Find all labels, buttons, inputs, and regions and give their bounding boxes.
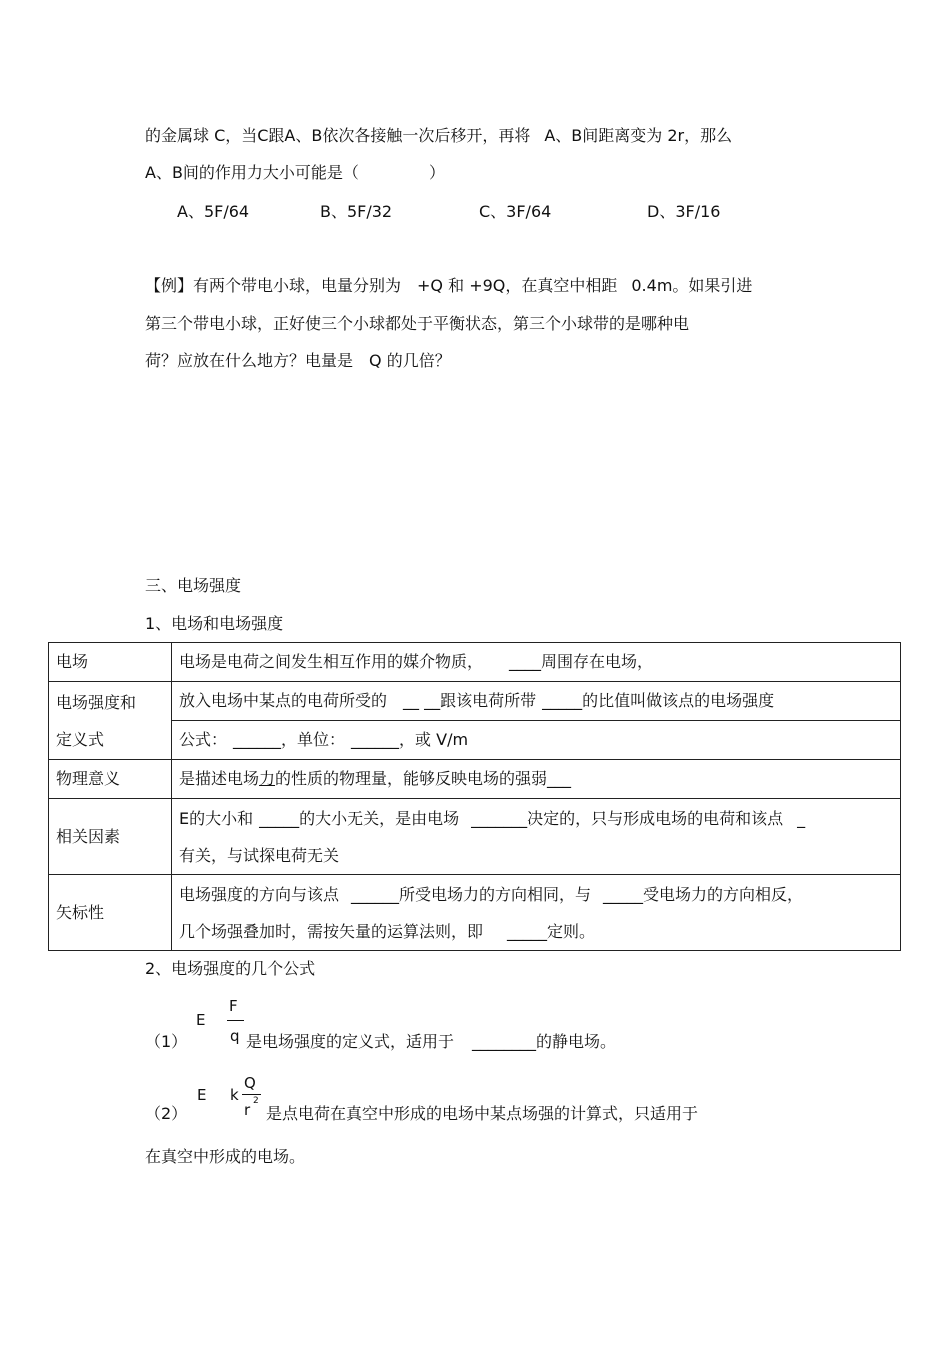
option-c: C、3F/64 xyxy=(479,202,552,221)
table-row-meaning xyxy=(49,760,901,799)
row-value-definition-2 xyxy=(172,721,901,760)
example-line-1-text-b: +Q 和 +9Q，在真空中相距 xyxy=(417,276,618,295)
row1-blank: ____ xyxy=(509,652,542,671)
example-line-1-text-a: 【例】有两个带电小球，电量分别为 xyxy=(145,276,402,295)
option-a: A、5F/64 xyxy=(177,202,250,221)
row2-line2-text-a: 公式： xyxy=(179,730,228,749)
row-value-field xyxy=(172,643,901,682)
formula-2-fraction-bar xyxy=(242,1094,261,1095)
row4-line1-blank3: _ xyxy=(797,808,806,828)
row2-line1-text-c: 的比值叫做该点的电场强度 xyxy=(582,691,775,710)
row-value-definition-1 xyxy=(172,682,901,721)
formula-1-fraction-bar xyxy=(227,1020,244,1021)
problem-line-1-text-a: 的金属球 C，当C跟A、B依次各接触一次后移开，再将 xyxy=(145,126,531,145)
option-d: D、3F/16 xyxy=(647,202,721,221)
example-line-3 xyxy=(145,351,451,371)
row5-line2-blank: _____ xyxy=(507,921,548,941)
row4-line1-text-c: 决定的，只与形成电场的电荷和该点 xyxy=(527,808,784,828)
formula-2-denominator: r xyxy=(244,1101,251,1119)
row3-text-a: 是描述电场 xyxy=(179,769,260,788)
subheading-1: 1、电场和电场强度 xyxy=(145,614,284,633)
problem-line-2 xyxy=(145,163,445,183)
row5-line2-text-a: 几个场强叠加时，需按矢量的运算法则，即 xyxy=(179,921,484,941)
option-b: B、5F/32 xyxy=(320,202,393,221)
formula-1-number: （1） xyxy=(145,1032,188,1051)
row5-line1-blank1: ______ xyxy=(351,884,400,904)
row2-line2-text-c: ，或 V/m xyxy=(399,730,469,749)
row3-blank: ___ xyxy=(547,769,572,788)
row-key-factors: 相关因素 xyxy=(49,799,172,875)
table-row-definition-2 xyxy=(49,721,901,760)
row2-line2-blank2: ______ xyxy=(351,730,400,749)
table-row-field xyxy=(49,643,901,682)
formula-1-numerator: F xyxy=(229,997,238,1015)
last-line: 在真空中形成的电场。 xyxy=(145,1147,306,1166)
table-row-vector xyxy=(49,875,901,951)
problem-line-2-text-b: ） xyxy=(428,163,445,182)
row-key-meaning: 物理意义 xyxy=(49,760,172,799)
formula-1-description xyxy=(246,1032,616,1052)
row-key-vector: 矢标性 xyxy=(49,875,172,951)
formula-2-number: （2） xyxy=(145,1104,188,1123)
formula-1-text-2: 的静电场。 xyxy=(536,1032,617,1051)
example-line-1-text-c: 0.4m。如果引进 xyxy=(631,276,753,295)
formula-1-text: 是电场强度的定义式，适用于 xyxy=(246,1032,455,1051)
example-line-2: 第三个带电小球，正好使三个小球都处于平衡状态，第三个小球带的是哪种电 xyxy=(145,314,690,333)
row2-line1-text-a: 放入电场中某点的电荷所受的 xyxy=(179,691,388,710)
formula-2-description: 是点电荷在真空中形成的电场中某点场强的计算式，只适用于 xyxy=(266,1104,699,1123)
row4-line1-text-a: E的大小和 xyxy=(179,808,254,828)
row-value-meaning xyxy=(172,760,901,799)
row2-line1-text-b: 跟该电荷所带 xyxy=(440,691,537,710)
row4-line1-blank1: _____ xyxy=(259,808,300,828)
table-row-definition-1 xyxy=(49,682,901,721)
row1-text-a: 电场是电荷之间发生相互作用的媒介物质， xyxy=(179,652,484,671)
row2-line2-blank1: ______ xyxy=(233,730,282,749)
row2-key-line-b: 定义式 xyxy=(56,729,105,749)
problem-line-1 xyxy=(145,126,732,146)
row5-line1-text-c: 受电场力的方向相反， xyxy=(643,884,804,904)
formula-1-E: E xyxy=(196,1011,206,1029)
electric-field-table xyxy=(48,642,901,951)
formula-2-E: E xyxy=(197,1086,207,1104)
row4-line1-blank2: _______ xyxy=(471,808,528,828)
problem-line-2-text-a: A、B间的作用力大小可能是（ xyxy=(145,163,359,182)
row-value-factors xyxy=(172,799,901,875)
formula-2-numerator: Q xyxy=(244,1074,256,1092)
problem-line-1-text-b: A、B间距离变为 2r，那么 xyxy=(544,126,733,145)
subheading-2: 2、电场强度的几个公式 xyxy=(145,959,316,978)
row2-key-line-a: 电场强度和 xyxy=(56,692,137,712)
row2-line1-blank1: __ __ xyxy=(403,691,441,710)
row3-underlined: 力 xyxy=(259,769,276,788)
row-key-field: 电场 xyxy=(49,643,172,682)
row4-line2: 有关，与试探电荷无关 xyxy=(179,845,340,865)
formula-2-k: k xyxy=(230,1086,239,1104)
example-line-3-text-b: Q 的几倍？ xyxy=(369,351,451,370)
row-value-vector xyxy=(172,875,901,951)
row5-line1-text-b: 所受电场力的方向相同，与 xyxy=(399,884,592,904)
row5-line2-text-b: 定则。 xyxy=(547,921,596,941)
formula-1-blank: ________ xyxy=(472,1032,537,1051)
formula-2-exponent: 2 xyxy=(253,1096,259,1106)
row4-line1-text-b: 的大小无关，是由电场 xyxy=(299,808,460,828)
section-heading: 三、电场强度 xyxy=(145,576,242,595)
example-line-1 xyxy=(145,276,752,296)
row2-line2-text-b: ，单位： xyxy=(281,730,346,749)
row5-line1-blank2: _____ xyxy=(603,884,644,904)
row3-text-b: 的性质的物理量，能够反映电场的强弱 xyxy=(275,769,548,788)
row1-text-b: 周围存在电场， xyxy=(541,652,654,671)
example-line-3-text-a: 荷？应放在什么地方？电量是 xyxy=(145,351,354,370)
row-key-definition xyxy=(49,682,172,760)
table-row-factors xyxy=(49,799,901,875)
row5-line1-text-a: 电场强度的方向与该点 xyxy=(179,884,340,904)
formula-1-denominator: q xyxy=(230,1027,240,1045)
row2-line1-blank2: _____ xyxy=(542,691,583,710)
